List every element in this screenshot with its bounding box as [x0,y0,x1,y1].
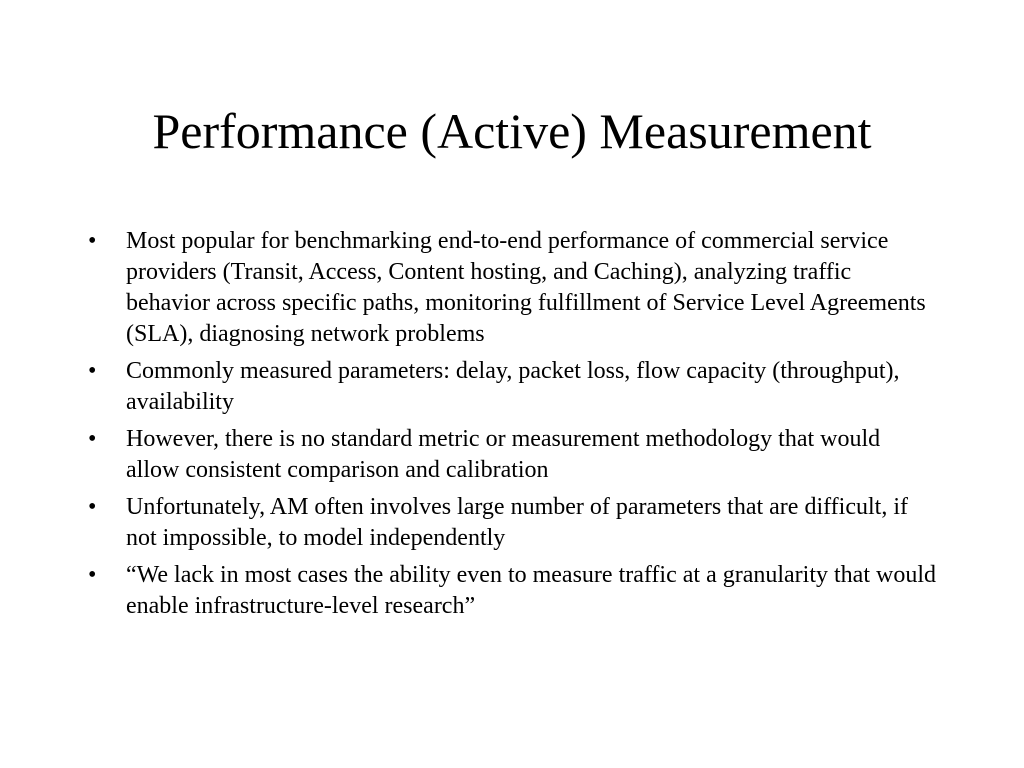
bullet-marker: • [88,426,97,452]
bullet-item [88,356,938,418]
bullet-item [88,492,938,554]
bullet-marker: • [88,358,97,384]
bullet-text: Most popular for benchmarking end-to-end performance of commercial service providers (Transit, Access, Content hosting, and Caching), analyzing traffic behavior across specific paths, monitoring fulfillment of Service Level Agreements (SLA), diagnosing network problems [126,228,926,347]
bullet-item [88,560,938,622]
bullet-text: “We lack in most cases the ability even to measure traffic at a granularity that would enable infrastructure-level research” [126,562,936,619]
bullet-item [88,226,938,350]
bullet-text: Unfortunately, AM often involves large number of parameters that are difficult, if not impossible, to model independently [126,494,908,551]
slide-title: Performance (Active) Measurement [152,103,872,159]
bullet-marker: • [88,494,97,520]
bullet-text: Commonly measured parameters: delay, packet loss, flow capacity (throughput), availability [126,358,900,415]
bullet-marker: • [88,562,97,588]
bullet-item [88,424,938,486]
bullet-list [88,226,938,628]
bullet-marker: • [88,228,97,254]
bullet-text: However, there is no standard metric or measurement methodology that would allow consistent comparison and calibration [126,426,881,483]
